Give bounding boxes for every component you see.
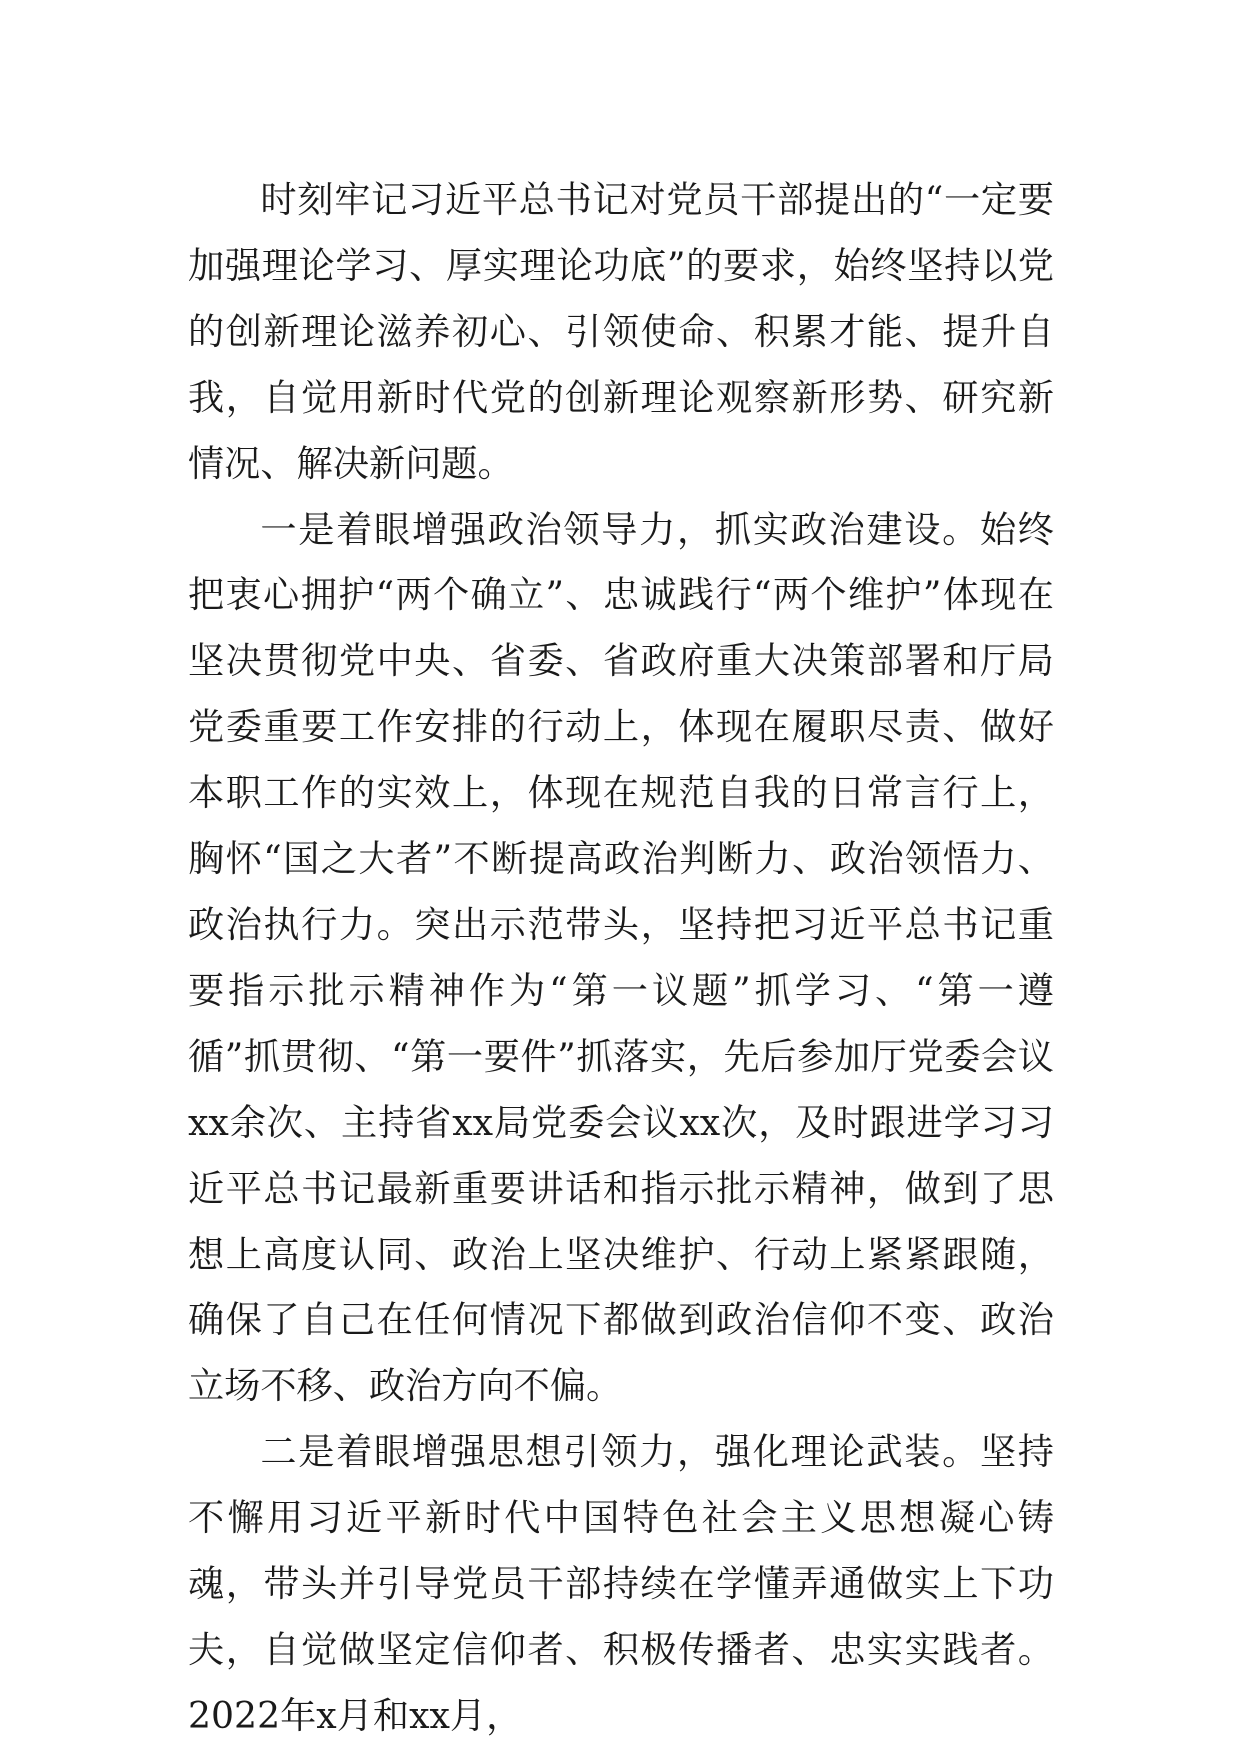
document-body: [188, 167, 1054, 1749]
paragraph-ideological-guidance: 二是着眼增强思想引领力，强化理论武装。坚持不懈用习近平新时代中国特色社会主义思想凝心铸魂，带头并引导党员干部持续在学懂弄通做实上下功夫，自觉做坚定信仰者、积极传播者、忠实实践者。2022年x月和xx月，: [188, 1430, 1054, 1737]
paragraph-intro: 时刻牢记习近平总书记对党员干部提出的“一定要加强理论学习、厚实理论功底”的要求，始终坚持以党的创新理论滋养初心、引领使命、积累才能、提升自我，自觉用新时代党的创新理论观察新形势、研究新情况、解决新问题。: [188, 178, 1054, 485]
paragraph-political-leadership: 一是着眼增强政治领导力，抓实政治建设。始终把衷心拥护“两个确立”、忠诚践行“两个维护”体现在坚决贯彻党中央、省委、省政府重大决策部署和厅局党委重要工作安排的行动上，体现在履职尽责、做好本职工作的实效上，体现在规范自我的日常言行上，胸怀“国之大者”不断提高政治判断力、政治领悟力、政治执行力。突出示范带头，坚持把习近平总书记重要指示批示精神作为“第一议题”抓学习、“第一遵循”抓贯彻、“第一要件”抓落实，先后参加厅党委会议xx余次、主持省xx局党委会议xx次，及时跟进学习习近平总书记最新重要讲话和指示批示精神，做到了思想上高度认同、政治上坚决维护、行动上紧紧跟随，确保了自己在任何情况下都做到政治信仰不变、政治立场不移、政治方向不偏。: [188, 507, 1054, 1408]
